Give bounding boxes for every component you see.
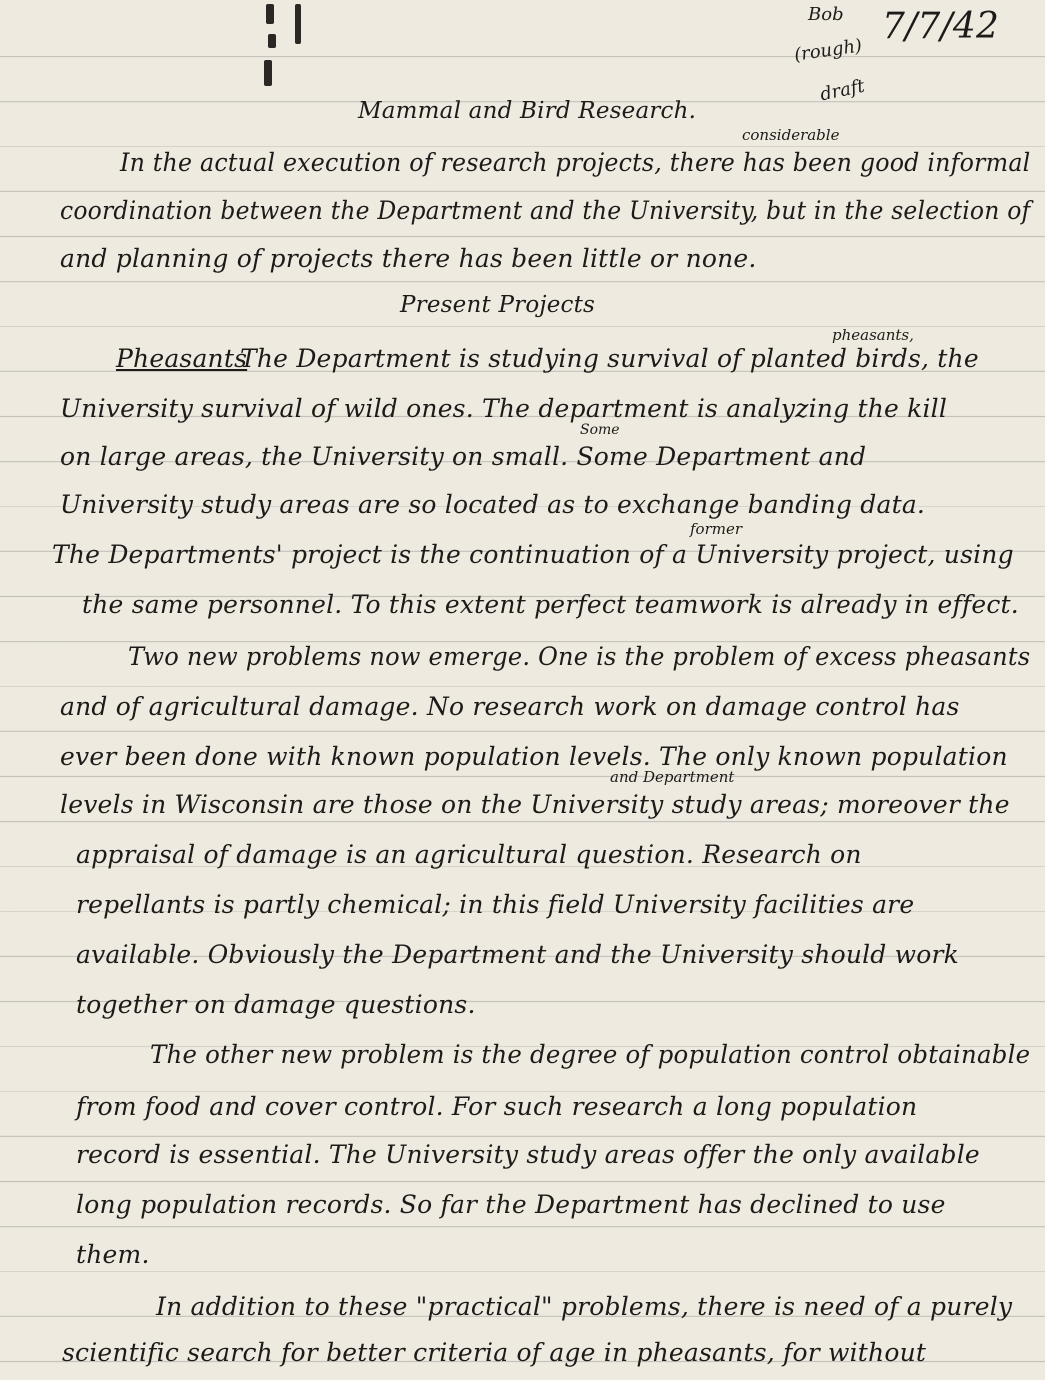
new-problems-line-2: and of agricultural damage. No research work on damage control has	[60, 692, 960, 721]
pheasants-line-6: the same personnel. To this extent perfect teamwork is already in effect.	[82, 590, 1019, 619]
new-problems-line-1: Two new problems now emerge. One is the problem of excess pheasants	[128, 642, 1031, 671]
insert-some: Some	[580, 422, 620, 438]
new-problems-line-6: repellants is partly chemical; in this field University facilities are	[76, 890, 915, 919]
binding-mark	[268, 34, 276, 48]
new-problems-line-3: ever been done with known population levels. The only known population	[60, 742, 1008, 771]
pheasants-line-2: University survival of wild ones. The department is analyzing the kill	[60, 394, 948, 423]
document-title: Mammal and Bird Research.	[358, 98, 697, 124]
addition-line-1: In addition to these "practical" problems, there is need of a purely	[156, 1292, 1013, 1321]
new-problems-line-4: levels in Wisconsin are those on the University study areas; moreover the	[60, 790, 1010, 819]
other-problem-line-5: them.	[76, 1240, 150, 1269]
intro-line-3: and planning of projects there has been little or none.	[60, 244, 757, 273]
insert-former: former	[690, 520, 743, 538]
binding-mark	[266, 4, 274, 24]
binding-mark	[295, 4, 301, 44]
intro-line-2: coordination between the Department and the University, but in the selection of	[60, 196, 1031, 225]
pheasants-line-1: The Department is studying survival of planted birds, the	[240, 344, 979, 373]
annotation-rough: (rough)	[792, 35, 864, 66]
pheasants-label: Pheasants	[116, 344, 248, 373]
new-problems-line-7: available. Obviously the Department and the University should work	[76, 940, 960, 969]
insert-and-department: and Department	[610, 768, 735, 786]
intro-line-1: In the actual execution of research projects, there has been good informal	[120, 148, 1031, 177]
insert-considerable: considerable	[742, 126, 840, 144]
document-date: 7/7/42	[882, 6, 1000, 47]
pheasants-line-4: University study areas are so located as to exchange banding data.	[60, 490, 926, 519]
pheasants-line-5: The Departments' project is the continuation of a University project, using	[52, 540, 1014, 569]
annotation-bob: Bob	[808, 4, 844, 25]
insert-pheasants: pheasants,	[832, 326, 914, 344]
other-problem-line-4: long population records. So far the Department has declined to use	[76, 1190, 946, 1219]
addition-line-2: scientific search for better criteria of age in pheasants, for without	[62, 1338, 927, 1367]
binding-mark	[264, 60, 272, 86]
annotation-draft: draft	[818, 75, 867, 106]
other-problem-line-3: record is essential. The University study areas offer the only available	[76, 1140, 980, 1169]
other-problem-line-1: The other new problem is the degree of population control obtainable	[150, 1040, 1031, 1069]
new-problems-line-5: appraisal of damage is an agricultural question. Research on	[76, 840, 862, 869]
other-problem-line-2: from food and cover control. For such research a long population	[76, 1092, 918, 1121]
section-heading: Present Projects	[400, 292, 596, 318]
new-problems-line-8: together on damage questions.	[76, 990, 476, 1019]
pheasants-line-3: on large areas, the University on small. Some Department and	[60, 442, 867, 471]
